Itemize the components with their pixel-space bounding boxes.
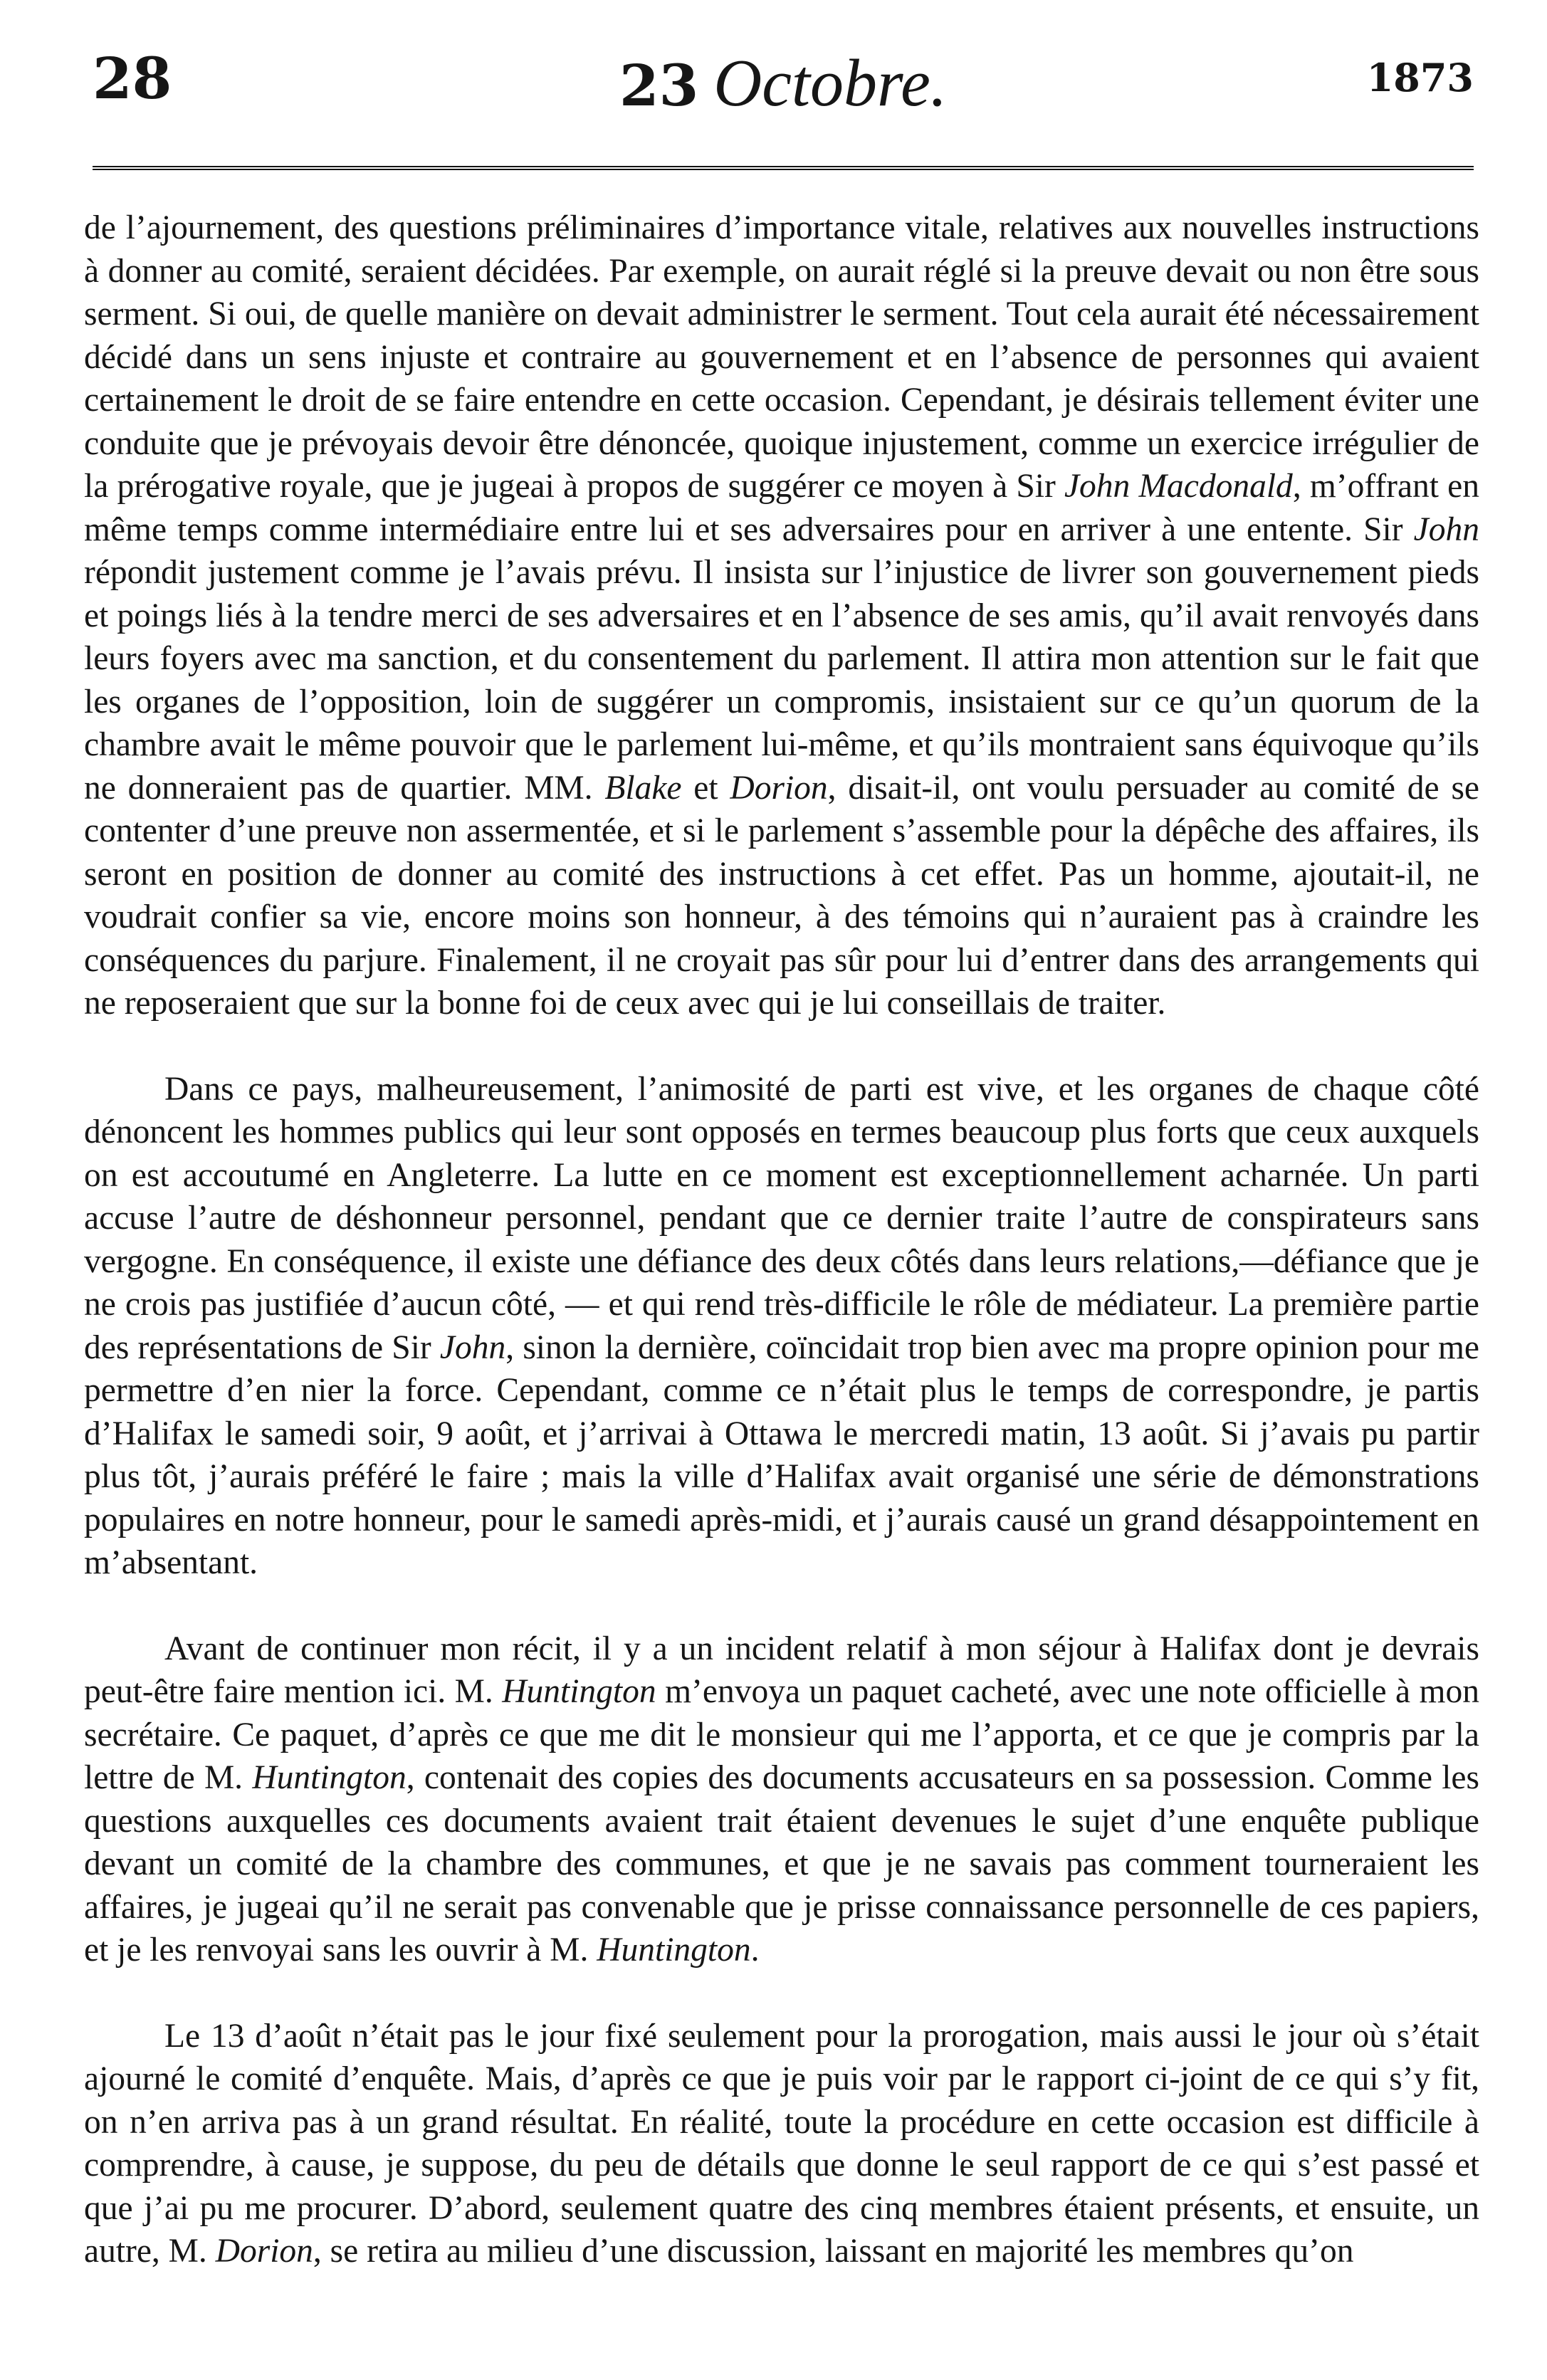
page-header [93,45,1474,128]
page-year: 1873 [1366,55,1474,100]
person-name: Blake [604,769,682,807]
body-text [84,206,1479,2273]
text-run: , disait-il, ont voulu persuader au comité de se contenter d’une preuve non assermentée, et si le parlement s’assemble pour la dépêche des affaires, ils seront en position de donner au comité des instructions à cet effet. Pas un homme, ajoutait-il, ne voudrait confier sa vie, encore moins son honneur, à des témoins qui n’auraient pas à craindre les conséquences du parjure. Finalement, il ne croyait pas sûr pour lui d’entrer dans des arrangements qui ne reposeraient que sur la bonne foi de ceux avec qui je lui conseillais de traiter. [84,769,1480,1022]
text-run: Dans ce pays, malheureusement, l’animosité de parti est vive, et les organes de chaque côté dénoncent les hommes publics qui leur sont opposés en termes beaucoup plus forts que ceux auxquels on est accoutumé en Angleterre. La lutte en ce moment est exceptionnellement acharnée. Un parti accuse l’autre de déshonneur personnel, pendant que ce dernier traite l’autre de conspirateurs sans vergogne. En conséquence, il existe une défiance des deux côtés dans leurs relations,—défiance que je ne crois pas justifiée d’aucun côté, — et qui rend très-difficile le rôle de médiateur. La première partie des représentations de Sir [84,1070,1479,1366]
paragraph-2 [84,1068,1479,1585]
person-name: Huntington [502,1673,656,1710]
person-name: Dorion [215,2233,313,2270]
text-run: . [750,1931,760,1969]
paragraph-1 [84,206,1479,1025]
text-run: m’envoya un paquet cacheté, avec une note officielle à mon secrétaire. Ce paquet, d’après ce que me dit le monsieur qui me l’apporta, et ce que je compris par la lettre de M. [84,1673,1479,1796]
person-name: John [1413,510,1479,548]
running-title [619,46,948,120]
page-number: 28 [93,45,172,112]
text-run: Le 13 d’août n’était pas le jour fixé seulement pour la prorogation, mais aussi le jour où s’était ajourné le comité d’enquête. Mais, d’après ce que je puis voir par le rapport ci-joint de ce qui s’y fit, on n’en arriva pas à un grand résultat. En réalité, toute la procédure en cette occasion est difficile à comprendre, à cause, je suppose, du peu de détails que donne le seul rapport de ce qui s’est passé et que j’ai pu me procurer. D’abord, seulement quatre des cinq membres étaient présents, et ensuite, un autre, M. [84,2017,1479,2270]
text-run: , sinon la dernière, coïncidait trop bien avec ma propre opinion pour me permettre d’en nier la force. Cependant, comme ce n’était plus le temps de correspondre, je partis d’Halifax le samedi soir, 9 août, et j’arrivai à Ottawa le mercredi matin, 13 août. Si j’avais pu partir plus tôt, j’aurais préféré le faire ; mais la ville d’Halifax avait organisé une série de démonstrations populaires en notre honneur, pour le samedi après-midi, et j’aurais causé un grand désappointement en m’absentant. [84,1328,1479,1581]
paragraph-4 [84,2015,1479,2273]
person-name: John Macdonald [1064,468,1293,505]
header-rule [93,166,1474,170]
text-run: répondit justement comme je l’avais prévu. Il insista sur l’injustice de livrer son gouvernement pieds et poings liés à la tendre merci de ses adversaires et en l’absence de ses amis, qu’il avait renvoyés dans leurs foyers avec ma sanction, et du consentement du parlement. Il attira mon attention sur le fait que les organes de l’opposition, loin de suggérer un compromis, insistaient sur ce qu’un quorum de la chambre avait le même pouvoir que le parlement lui-même, et qu’ils montraient sans équivoque qu’ils ne donneraient pas de quartier. MM. [84,554,1479,807]
person-name: John [439,1328,506,1366]
person-name: Dorion [730,769,828,807]
person-name: Huntington [252,1759,407,1796]
text-run: , m’offrant en même temps comme intermédiaire entre lui et ses adversaires pour en arriver à une entente. Sir [84,468,1479,548]
person-name: Huntington [597,1931,751,1969]
text-run: , contenait des copies des documents accusateurs en sa possession. Comme les questions auxquelles ces documents avaient trait étaient devenues le sujet d’une enquête publique devant un comité de la chambre des communes, et que je ne savais pas comment tourneraient les affaires, je jugeai qu’il ne serait pas convenable que je prisse connaissance personnelle de ces papiers, et je les renvoyai sans les ouvrir à M. [84,1759,1479,1969]
text-run: Avant de continuer mon récit, il y a un incident relatif à mon séjour à Halifax dont je devrais peut-être faire mention ici. M. [84,1630,1479,1710]
running-title-month: Octobre. [713,46,948,120]
running-title-day: 23 [619,52,699,119]
text-run: de l’ajournement, des questions préliminaires d’importance vitale, relatives aux nouvelles instructions à donner au comité, seraient décidées. Par exemple, on aurait réglé si la preuve devait ou non être sous serment. Si oui, de quelle manière on devait administrer le serment. Tout cela aurait été nécessairement décidé dans un sens injuste et contraire au gouvernement et en l’absence de personnes qui avaient certainement le droit de se faire entendre en cette occasion. Cependant, je désirais tellement éviter une conduite que je prévoyais devoir être dénoncée, quoique injustement, comme un exercice irrégulier de la prérogative royale, que je jugeai à propos de suggérer ce moyen à Sir [84,209,1479,505]
paragraph-3 [84,1627,1479,1972]
text-run: , se retira au milieu d’une discussion, laissant en majorité les membres qu’on [313,2233,1354,2270]
text-run: et [681,769,730,807]
